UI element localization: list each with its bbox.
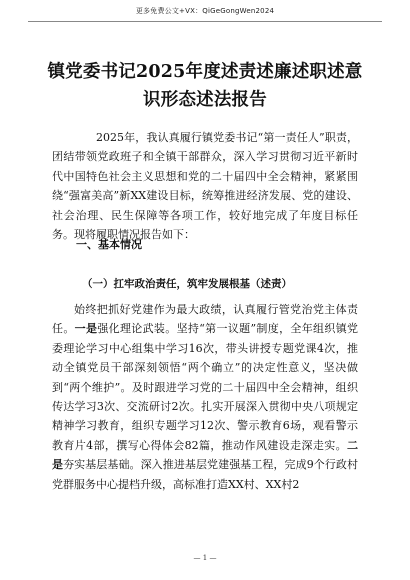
document-title: 镇党委书记2025年度述责述廉述职述意识形态述法报告 (47, 62, 363, 110)
bold-lead: 二是 (52, 438, 358, 472)
bold-lead: 一是 (74, 322, 98, 336)
paragraph-text: 始终把抓好党建作为最大政绩，认真履行管党治党主体责任。 (52, 303, 358, 336)
header-note: 更多免费公文+VX：QiGeGongWen2024 (135, 7, 275, 15)
section-heading-basic: 一、基本情况 (76, 238, 142, 251)
subsection-heading-responsibility: （一）扛牢政治责任，筑牢发展根基（述责） (82, 278, 292, 290)
body-paragraph (52, 300, 358, 494)
intro-paragraph: 2025年，我认真履行镇党委书记“第一责任人”职责，团结带领党政班子和全镇干部群众，深入学习贯彻习近平新时代中国特色社会主义思想和党的二十届四中全会精神，紧紧围绕“强富美高”新XX建设目标，统筹推进经济发展、党的建设、社会治理、民生保障等各项工作，较好地完成了年度目标任务。现将履职情况报告如下： (52, 131, 358, 242)
page-number: — 1 — (193, 554, 217, 562)
paragraph-text: 夯实基层基础。深入推进基层党建强基工程，完成9个行政村党群服务中心提档升级，高标准打造XX村、XX村2 (52, 458, 359, 491)
header-divider (28, 21, 382, 22)
paragraph-text: 强化理论武装。坚持“第一议题”制度，全年组织镇党委理论学习中心组集中学习16次，带头讲授专题党课4次，推动全镇党员干部深刻领悟“两个确立”的决定性意义，坚决做到“两个维护”。及时跟进学习党的二十届四中全会精神，组织传达学习3次、交流研讨2次。扎实开展深入贯彻中央八项规定精神学习教育，组织专题学习12次、警示教育6场，观看警示教育片4部，撰写心得体会82篇，推动作风建设走深走实。 (52, 322, 359, 452)
